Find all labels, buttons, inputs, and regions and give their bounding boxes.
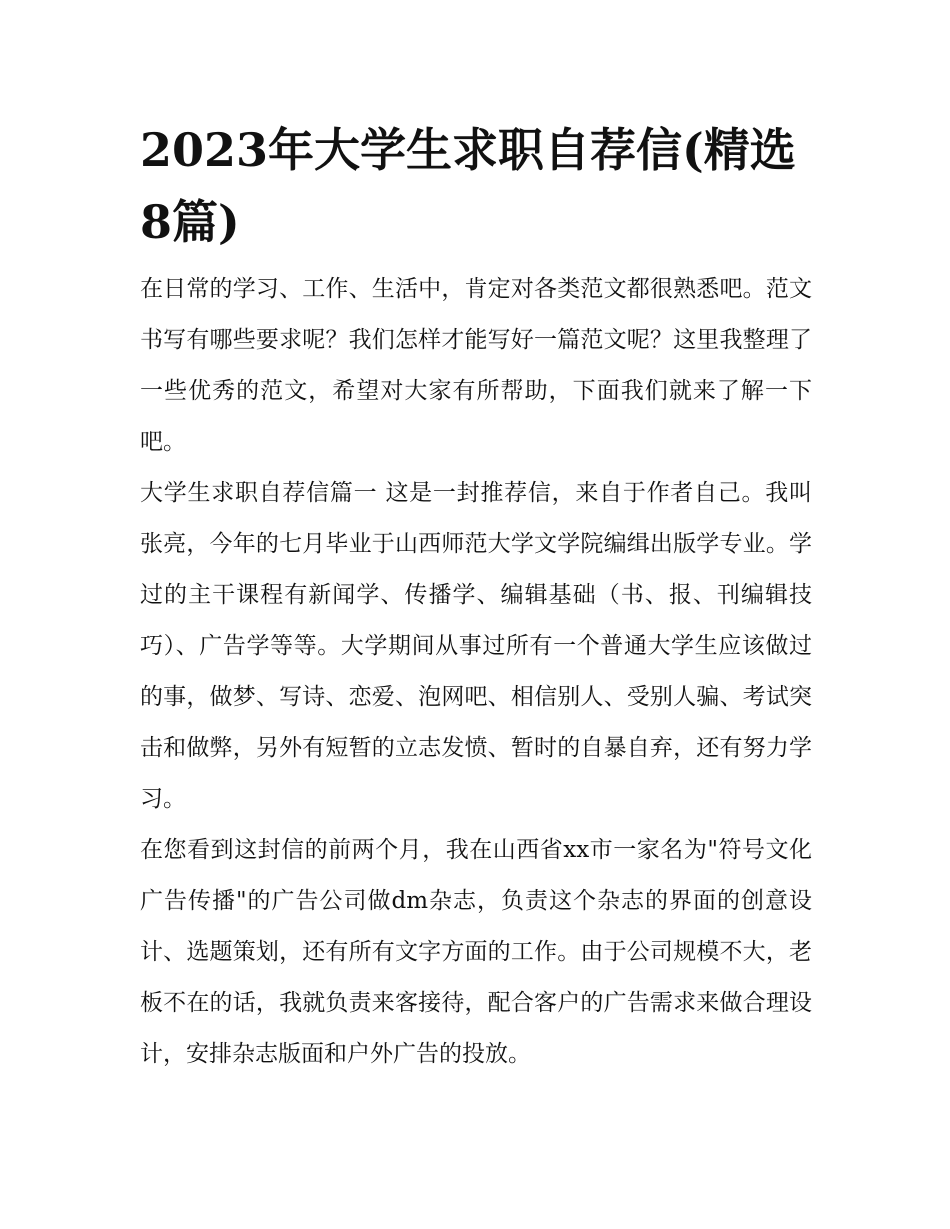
letter-paragraph-2: 在您看到这封信的前两个月，我在山西省xx市一家名为"符号文化广告传播"的广告公司做dm杂志，负责这个杂志的界面的创意设计、选题策划，还有所有文字方面的工作。由于公司规模不大，老板不在的话，我就负责来客接待，配合客户的广告需求来做合理设计，安排杂志版面和户外广告的投放。 — [140, 837, 812, 1067]
document-title: 2023年大学生求职自荐信(精选8篇) — [140, 123, 796, 249]
document-body — [140, 264, 812, 1080]
letter-paragraph-1: 大学生求职自荐信篇一 这是一封推荐信，来自于作者自己。我叫张亮，今年的七月毕业于山西师范大学文学院编缉出版学专业。学过的主干课程有新闻学、传播学、编辑基础（书、报、刊编辑技巧）、广告学等等。大学期间从事过所有一个普通大学生应该做过的事，做梦、写诗、恋爱、泡网吧、相信别人、受别人骗、考试突击和做弊，另外有短暂的立志发愤、暂时的自暴自弃，还有努力学习。 — [140, 480, 812, 812]
intro-paragraph: 在日常的学习、工作、生活中，肯定对各类范文都很熟悉吧。范文书写有哪些要求呢？我们怎样才能写好一篇范文呢？这里我整理了一些优秀的范文，希望对大家有所帮助，下面我们就来了解一下吧。 — [140, 276, 812, 455]
document-page — [140, 114, 812, 1080]
